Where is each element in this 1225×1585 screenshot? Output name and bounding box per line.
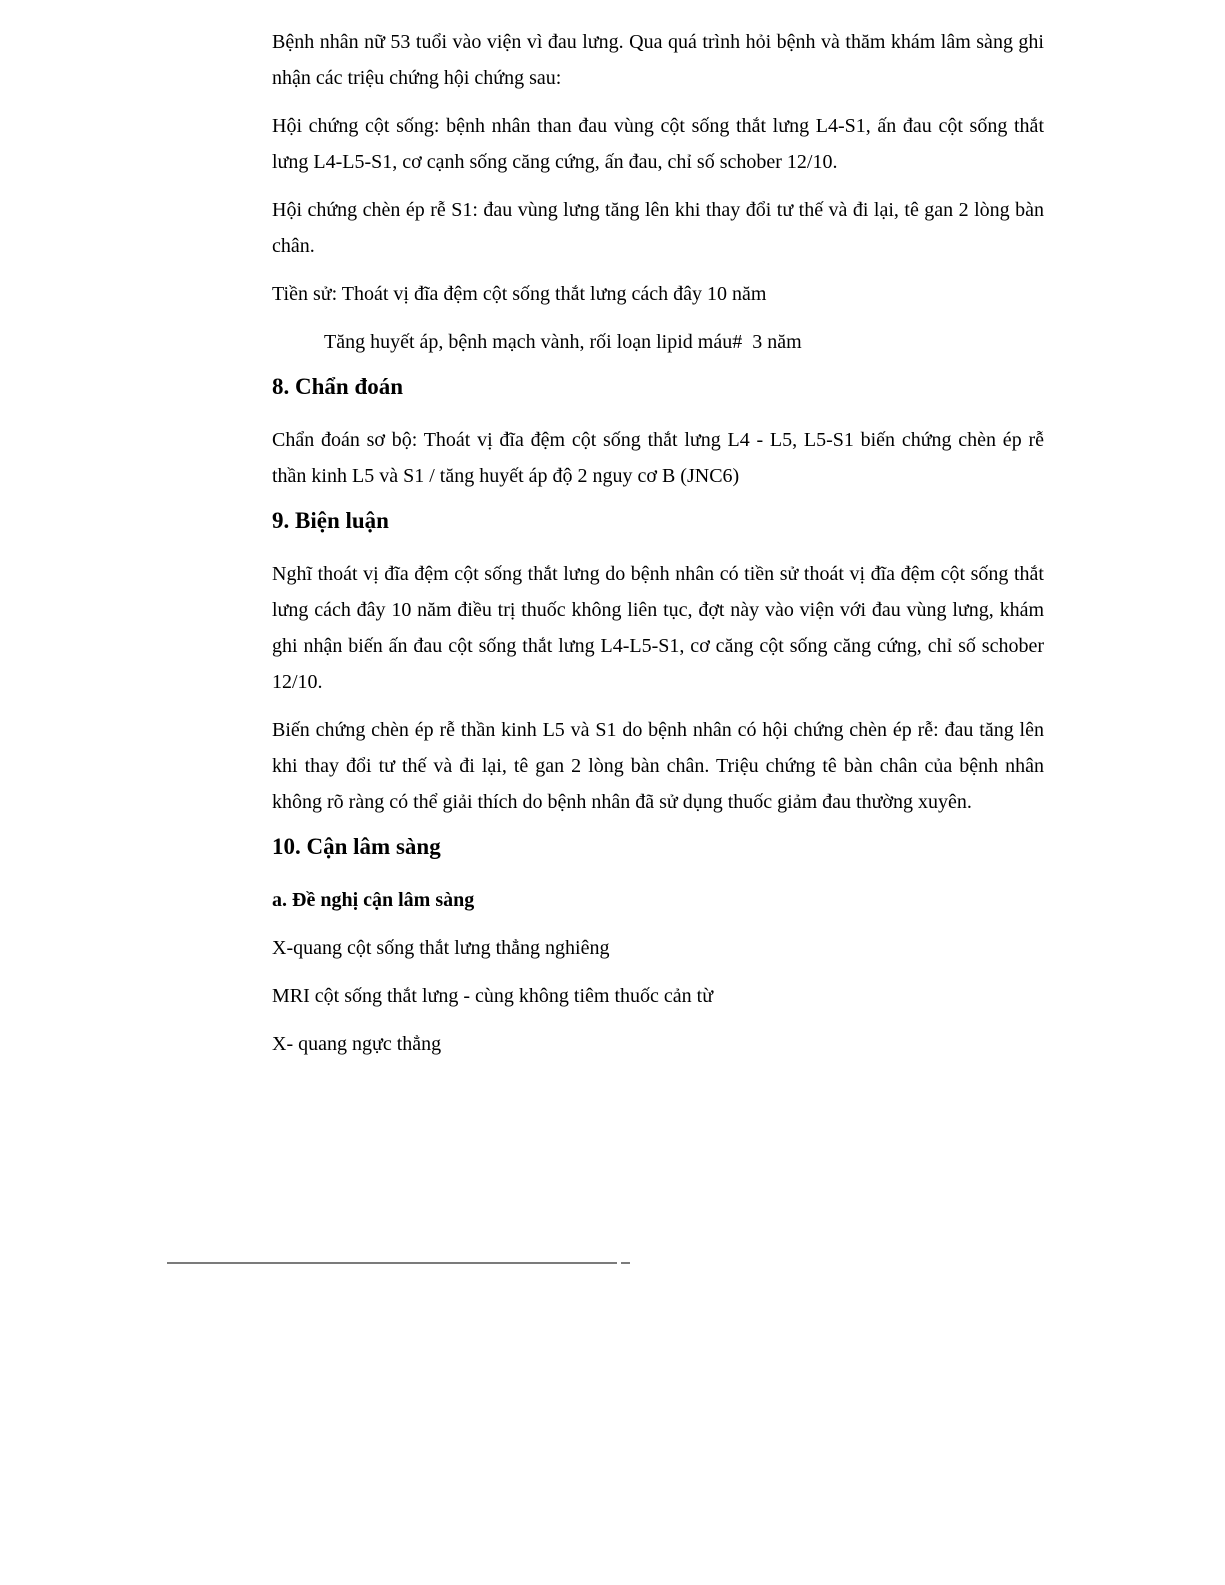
paragraph-medical-history: Tiền sử: Thoát vị đĩa đệm cột sống thắt lưng cách đây 10 năm — [272, 283, 767, 305]
footnote-separator-line — [167, 1262, 617, 1264]
line-xray-lumbar-spine: X-quang cột sống thắt lưng thẳng nghiêng — [272, 937, 610, 959]
heading-section-10-paraclinical: 10. Cận lâm sàng — [272, 834, 441, 859]
paragraph-s1-root-compression: Hội chứng chèn ép rễ S1: đau vùng lưng tăng lên khi thay đổi tư thế và đi lại, tê gan 2 lòng bàn chân. — [272, 199, 1044, 257]
heading-section-8-diagnosis: 8. Chẩn đoán — [272, 374, 404, 399]
subheading-paraclinical-request: a. Đề nghị cận lâm sàng — [272, 889, 475, 911]
document-body — [272, 24, 1044, 1074]
line-xray-chest: X- quang ngực thẳng — [272, 1033, 442, 1055]
paragraph-spinal-syndrome: Hội chứng cột sống: bệnh nhân than đau vùng cột sống thắt lưng L4-S1, ấn đau cột sống thắt lưng L4-L5-S1, cơ cạnh sống căng cứng, ấn đau, chỉ số schober 12/10. — [272, 115, 1044, 173]
line-mri-lumbar-spine: MRI cột sống thắt lưng - cùng không tiêm thuốc cản từ — [272, 985, 714, 1007]
paragraph-discussion-herniation: Nghĩ thoát vị đĩa đệm cột sống thắt lưng do bệnh nhân có tiền sử thoát vị đĩa đệm cột sống thắt lưng cách đây 10 năm điều trị thuốc không liên tục, đợt này vào viện với đau vùng lưng, khám ghi nhận biến ấn đau cột sống thắt lưng L4-L5-S1, cơ căng cột sống căng cứng, chỉ số schober 12/10. — [272, 563, 1044, 693]
paragraph-preliminary-diagnosis: Chẩn đoán sơ bộ: Thoát vị đĩa đệm cột sống thắt lưng L4 - L5, L5-S1 biến chứng chèn ép rễ thần kinh L5 và S1 / tăng huyết áp độ 2 nguy cơ B (JNC6) — [272, 429, 1044, 487]
paragraph-discussion-root-compression: Biến chứng chèn ép rễ thần kinh L5 và S1 do bệnh nhân có hội chứng chèn ép rễ: đau tăng lên khi thay đổi tư thế và đi lại, tê gan 2 lòng bàn chân. Triệu chứng tê bàn chân của bệnh nhân không rõ ràng có thể giải thích do bệnh nhân đã sử dụng thuốc giảm đau thường xuyên. — [272, 719, 1044, 813]
footnote-separator-dash — [621, 1262, 630, 1264]
heading-section-9-discussion: 9. Biện luận — [272, 508, 389, 533]
paragraph-patient-intro: Bệnh nhân nữ 53 tuổi vào viện vì đau lưng. Qua quá trình hỏi bệnh và thăm khám lâm sàng ghi nhận các triệu chứng hội chứng sau: — [272, 31, 1044, 89]
paragraph-history-comorbidities: Tăng huyết áp, bệnh mạch vành, rối loạn lipid máu# 3 năm — [324, 331, 802, 353]
